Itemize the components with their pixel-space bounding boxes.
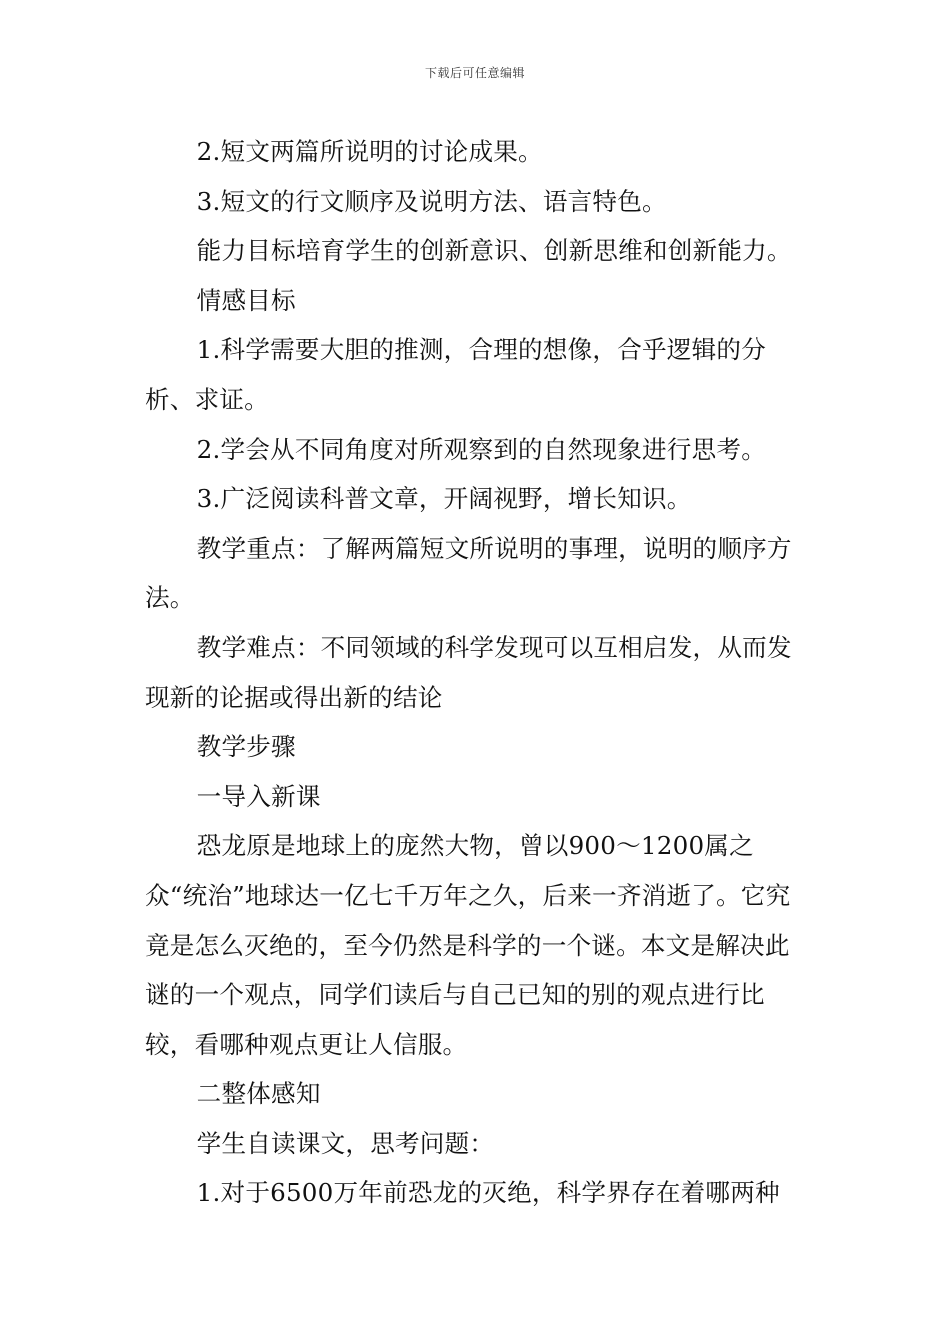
section-heading-overall: 二整体感知 bbox=[196, 1079, 321, 1109]
paragraph-difficult-points: 教学难点：不同领域的科学发现可以互相启发，从而发现新的论据或得出新的结论 bbox=[145, 632, 792, 712]
paragraph-3: 能力目标培育学生的创新意识、创新思维和创新能力。 bbox=[196, 236, 792, 266]
paragraph-2: 3.短文的行文顺序及说明方法、语言特色。 bbox=[196, 186, 667, 216]
paragraph-key-points: 教学重点：了解两篇短文所说明的事理，说明的顺序方法。 bbox=[145, 533, 792, 613]
paragraph-1: 2.短文两篇所说明的讨论成果。 bbox=[196, 137, 543, 166]
paragraph-7: 3.广泛阅读科普文章，开阔视野，增长知识。 bbox=[196, 484, 692, 514]
section-heading-intro: 一导入新课 bbox=[196, 781, 321, 811]
section-heading-emotion-goals: 情感目标 bbox=[196, 285, 296, 315]
page-header: 下载后可任意编辑 bbox=[424, 66, 525, 80]
paragraph-6: 2.学会从不同角度对所观察到的自然现象进行思考。 bbox=[196, 434, 766, 464]
section-heading-steps: 教学步骤 bbox=[196, 732, 296, 762]
document-body bbox=[145, 127, 810, 1218]
paragraph-dinosaur-intro: 恐龙原是地球上的庞然大物，曾以900～1200属之众“统治”地球达一亿七千万年之久，后来一齐消逝了。它究竟是怎么灭绝的，至今仍然是科学的一个谜。本文是解决此谜的一个观点，同学们读后与自己已知的别的观点进行比较，看哪种观点更让人信服。 bbox=[145, 831, 791, 1059]
paragraph-5: 1.科学需要大胆的推测，合理的想像，合乎逻辑的分析、求证。 bbox=[145, 335, 766, 414]
paragraph-question-1: 1.对于6500万年前恐龙的灭绝，科学界存在着哪两种 bbox=[196, 1178, 780, 1208]
paragraph-self-reading: 学生自读课文，思考问题： bbox=[196, 1128, 495, 1158]
